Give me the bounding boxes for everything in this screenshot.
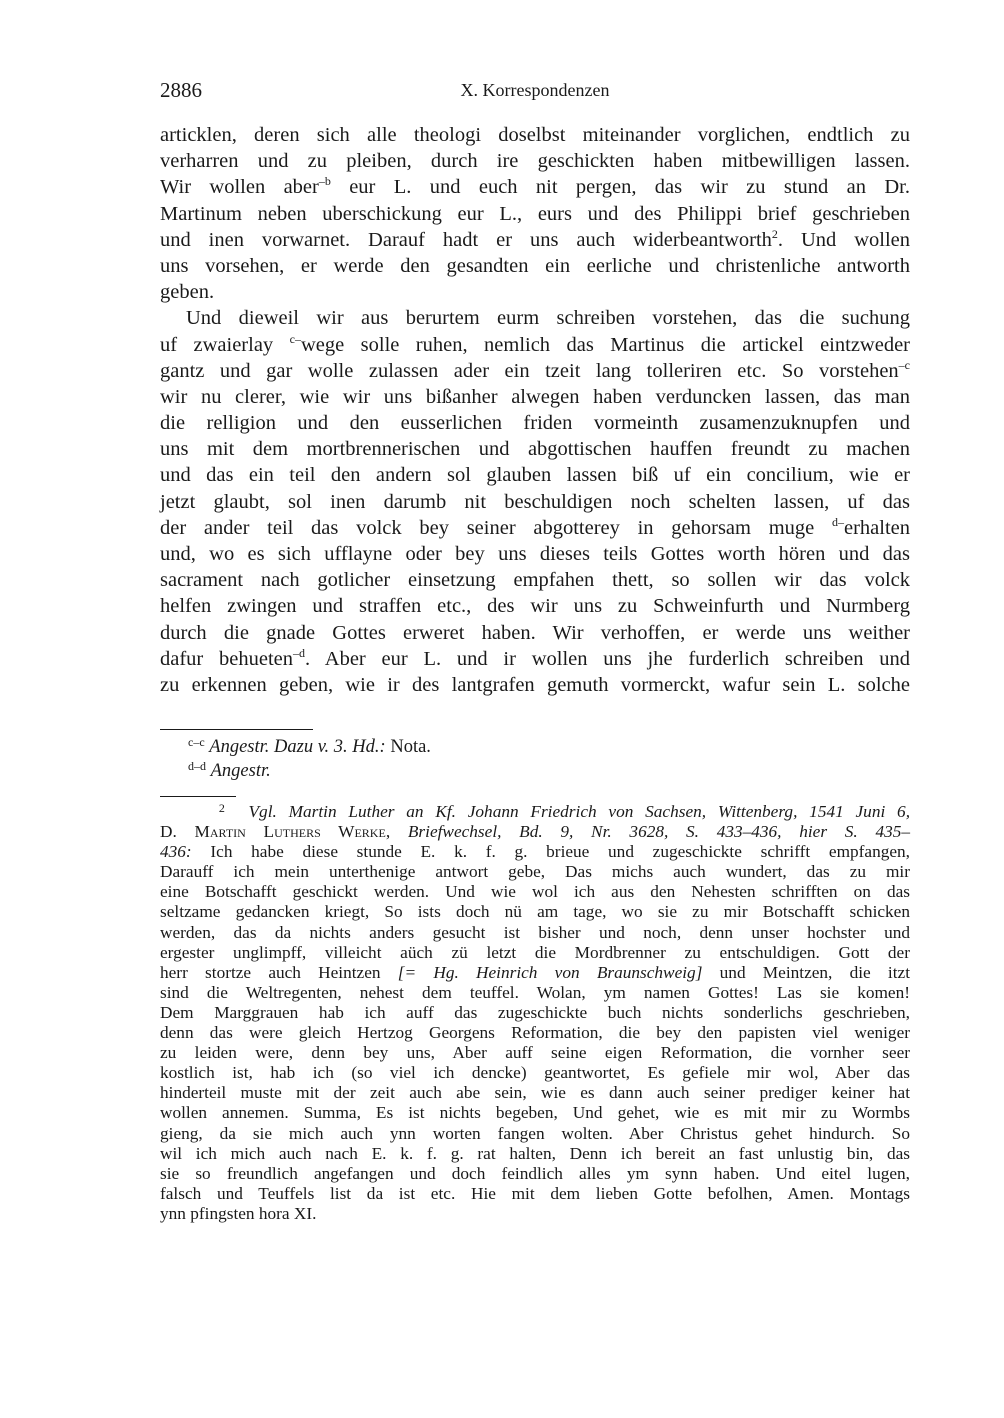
running-title: X. Korrespondenzen	[460, 80, 610, 100]
apparatus-divider	[160, 729, 313, 730]
footnote-line: ynn pfingsten hora XI.	[160, 1203, 317, 1223]
text-line	[160, 515, 910, 541]
text-line: uns vorsehen, er werde den gesandten ein eerliche und christenliche antworth	[160, 254, 910, 277]
footnote-line	[160, 802, 910, 822]
footnote-line: wil ich mich auch nach E. k. f. g. rat halten, Denn ich bereit an fast unlustig bin, das	[160, 1143, 910, 1163]
text-line: helfen zwingen und straffen etc., des wir uns zu Schweinfurth und Nurmberg	[160, 595, 910, 618]
footnote-line	[160, 963, 910, 983]
text-fragment: gantz und gar wolle zulassen ader ein tzeit lang tolleriren etc. So vorstehen	[160, 359, 899, 382]
apparatus-siglum: c–c	[188, 735, 205, 749]
footnote-line: gieng, da sie mich auch ynn worten fangen wolten. Aber Christus gehet hindurch. So	[160, 1123, 910, 1143]
text-fragment: . Aber eur L. und ir wollen uns jhe furderlich schreiben und	[305, 647, 910, 670]
text-line	[160, 646, 910, 672]
footnote-line: sind die Weltregenten, nehest dem teuffel. Wolan, ym namen Gottes! Las sie komen!	[160, 982, 910, 1002]
text-line: articklen, deren sich alle theologi doselbst miteinander vorglichen, endtlich zu	[160, 124, 910, 146]
text-fragment: erhalten	[843, 516, 910, 539]
text-line: sacrament nach gotlicher einsetzung empfahen thett, so sollen wir das volck	[160, 569, 910, 592]
edition-prefix: D.	[160, 822, 195, 842]
footnote-reference: Vgl. Martin Luther an Kf. Johann Friedrich von Sachsen, Wittenberg, 1541 Juni 6,	[248, 802, 911, 821]
apparatus-label: Angestr. Dazu v. 3. Hd.:	[209, 737, 386, 757]
text-line: Martinum neben uberschickung eur L., eurs und des Philippi brief geschrieben	[160, 202, 910, 225]
text-line: uns mit dem mortbrennerischen und abgottischen hauffen freundt zu machen	[160, 438, 910, 461]
text-fragment: wege solle ruhen, nemlich das Martinus die artickel eintzweder	[300, 333, 911, 356]
page-header	[160, 78, 910, 108]
text-line: zu erkennen geben, wie ir des lantgrafen gemuth vormerckt, wafur sein L. solche	[160, 673, 910, 696]
footnote-line	[160, 842, 910, 862]
quote-text: Ich habe diese stunde E. k. f. g. brieue und zugeschickte schrifft empfangen,	[210, 842, 910, 862]
text-fragment: dafur behueten	[160, 647, 294, 670]
critical-apparatus	[188, 735, 431, 783]
text-fragment: Wir wollen aber	[160, 176, 319, 199]
footnote-line: Dem Marggrauen hab ich auff das zugeschickte buch nichts sonderlichs geschrieben,	[160, 1002, 910, 1022]
edition-title: Martin Luthers Werke	[194, 822, 386, 842]
apparatus-entry	[188, 759, 431, 783]
footnote-reference: 436:	[160, 842, 192, 862]
editorial-insert: [= Hg. Heinrich von Braunschweig]	[397, 962, 703, 982]
text-fragment: und inen vorwarnet. Darauf hadt er uns auch widerbeantworth	[160, 228, 772, 251]
text-line: die relligion und den eusserlichen friden vormeinth zusamenzuknupfen und	[160, 412, 910, 435]
footnote-line: hinderteil muste mit der zeit auch abe sein, wie es dann auch seiner prediger keiner hat	[160, 1083, 910, 1103]
apparatus-text: Nota.	[390, 737, 431, 757]
footnote-line: kostlich ist, hab ich (so viel ich dencke) geantwortet, Es gefiele mir wol, Aber das	[160, 1063, 910, 1083]
footnote-line: seltzame gedancken kriegt, So ists doch nü am tage, wo sie zu mir Botschafft schicken	[160, 902, 910, 922]
footnote-reference: Briefwechsel, Bd. 9, Nr. 3628, S. 433–436, hier S. 435–	[407, 822, 911, 842]
apparatus-entry	[188, 735, 431, 759]
quote-text: und Meintzen, die itzt	[719, 962, 910, 982]
text-line: wir nu clerer, wie wir uns bißanher alwegen haben verduncken lassen, das man	[160, 385, 910, 408]
footnote-marker: 2	[771, 226, 778, 241]
apparatus-marker: –b	[318, 174, 331, 189]
apparatus-label: Angestr.	[210, 761, 271, 781]
text-line	[160, 358, 910, 384]
text-line: und das ein teil den andern sol glauben lassen biß uf ein concilium, wie er	[160, 464, 910, 487]
footnote-line: wollen annemen. Summa, Es ist nichts begeben, Und gehet, wie es mit mir zu Wormbs	[160, 1103, 910, 1123]
apparatus-marker: d–	[831, 514, 844, 529]
footnote-line: falsch und Teuffels list da ist etc. Hie mit dem lieben Gotte befolhen, Amen. Montags	[160, 1183, 910, 1203]
apparatus-marker: –d	[293, 645, 306, 660]
text-line: geben.	[160, 281, 215, 304]
main-text	[160, 122, 910, 698]
quote-text: herr stortze auch Heintzen	[160, 962, 398, 982]
footnote-line: denn das were gleich Hertzog Georgens Reformation, die bey den papisten viel weniger	[160, 1023, 910, 1043]
footnote-line: eine Botschafft geschickt werden. Und wie wol ich aus den Nehesten schrifften on das	[160, 882, 910, 902]
page-number: 2886	[160, 78, 202, 102]
apparatus-marker: –c	[898, 357, 910, 372]
footnote-line: sie so freundlich angefangen und doch feindlich alles ym synn haben. Und eitel lugen,	[160, 1163, 910, 1183]
text-line: Und dieweil wir aus berurtem eurm schreiben vorstehen, das die suchung	[186, 307, 910, 330]
text-fragment: eur L. und euch nit pergen, das wir zu stund an Dr.	[349, 176, 910, 199]
footnote-line: Darauff ich mein unterthenige antwort gebe, Das michs auch wundert, das zu mir	[160, 862, 910, 882]
apparatus-marker: c–	[289, 331, 301, 346]
footnote-2	[160, 802, 910, 1224]
footnote-divider	[160, 796, 236, 797]
footnote-number: 2	[218, 801, 225, 815]
text-line: verharren und zu pleiben, durch ire geschickten haben mitbewilligen lassen.	[160, 150, 910, 173]
text-fragment: der ander teil das volck bey seiner abgotterey in gehorsam muge	[160, 516, 832, 539]
text-line: und, wo es sich ufflayne oder bey uns dieses teils Gottes worth hören und das	[160, 543, 910, 565]
text-line: durch die gnade Gottes erweret haben. Wir verhoffen, er werde uns weither	[160, 621, 910, 644]
text-line	[160, 332, 910, 358]
text-fragment: . Und wollen	[777, 228, 910, 251]
footnote-line: D. Martin Luthers Werke, Briefwechsel, Bd. 9, Nr. 3628, S. 433–436, hier S. 435–	[160, 822, 911, 842]
footnote-line: zu leiden were, denn bey uns, Aber auff seine eigen Reformation, die vornher seer	[160, 1043, 910, 1063]
apparatus-siglum: d–d	[188, 759, 206, 773]
text-line	[160, 174, 910, 200]
text-fragment: uf zwaierlay	[160, 333, 290, 356]
text-line	[160, 227, 910, 253]
text-line: jetzt glaubt, sol inen darumb nit beschuldigen noch schelten lassen, uf das	[160, 490, 910, 513]
footnote-line: werden, das da nichts anders gesucht ist bisher und noch, denn unser hochster und	[160, 922, 910, 942]
footnote-line: ergester unglimpff, villeicht aüch zü letzt die Mordbrenner zu entschuldigen. Gott der	[160, 942, 910, 962]
